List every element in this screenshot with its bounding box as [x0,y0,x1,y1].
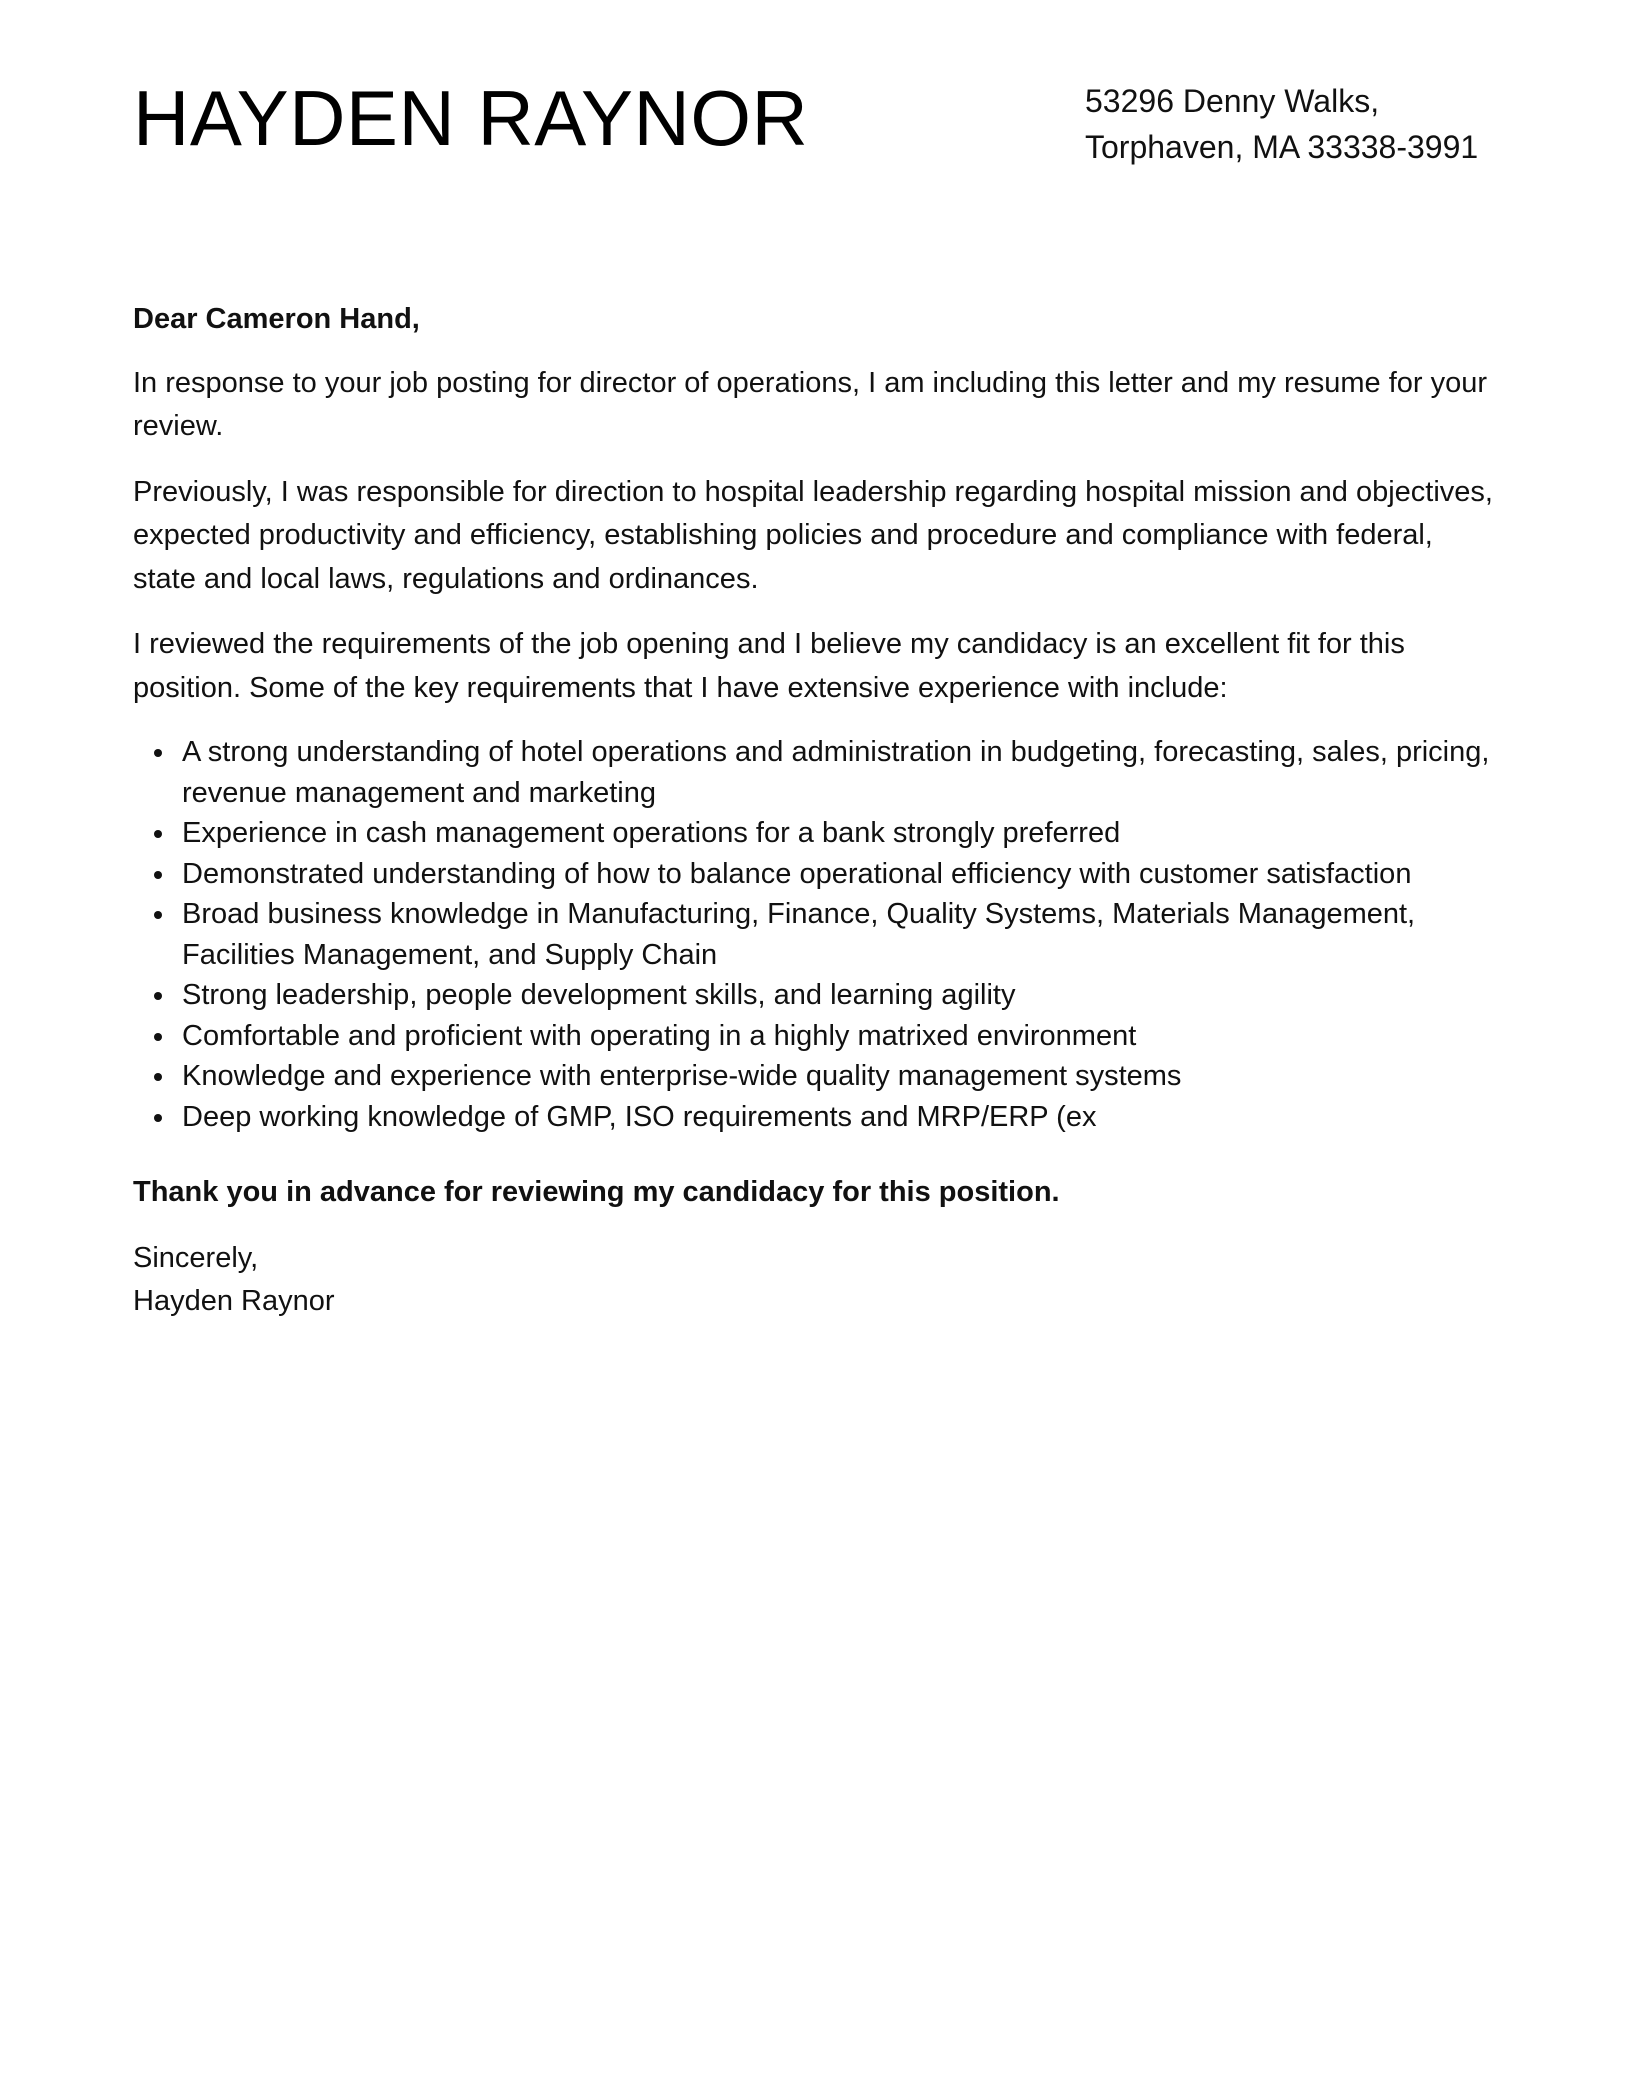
list-item [133,894,1503,975]
applicant-name: HAYDEN RAYNOR [133,74,809,162]
list-item [133,1097,1503,1138]
paragraph-intro: In response to your job posting for director of operations, I am including this letter and my resume for your review. [133,366,1488,442]
letter-header [133,72,1499,182]
bullet-icon [154,830,162,838]
list-item-text: Broad business knowledge in Manufacturing, Finance, Quality Systems, Materials Management, Facilities Management, and Supply Chain [182,898,1416,971]
signoff: Sincerely, [133,1241,259,1274]
closing-statement: Thank you in advance for reviewing my candidacy for this position. [133,1176,1060,1208]
list-item-text: Comfortable and proficient with operating in a highly matrixed environment [182,1019,1137,1052]
list-item-text: Strong leadership, people development skills, and learning agility [182,979,1016,1011]
list-item-text: A strong understanding of hotel operations and administration in budgeting, forecasting, sales, pricing, revenue management and marketing [182,736,1490,809]
requirements-list [133,732,1503,1137]
list-item [133,732,1503,813]
bullet-icon [154,992,162,1000]
list-item [133,975,1503,1016]
bullet-icon [154,1033,162,1041]
list-item-text: Knowledge and experience with enterprise-wide quality management systems [182,1060,1182,1092]
applicant-address [1085,78,1478,170]
paragraph-experience: Previously, I was responsible for direction to hospital leadership regarding hospital mission and objectives, expected productivity and efficiency, establishing policies and procedure and compliance with federal, state and local laws, regulations and ordinances. [133,475,1493,595]
address-line-1: 53296 Denny Walks, [1085,83,1380,119]
bullet-icon [154,749,162,757]
bullet-icon [154,911,162,919]
list-item [133,1016,1503,1057]
paragraph-requirements: I reviewed the requirements of the job opening and I believe my candidacy is an excellent fit for this position. Some of the key requirements that I have extensive experience with include: [133,628,1405,704]
list-item-text: Experience in cash management operations for a bank strongly preferred [182,817,1121,849]
signoff-block [133,1237,1503,1324]
address-line-2: Torphaven, MA 33338-3991 [1085,129,1479,165]
bullet-icon [154,1114,162,1122]
list-item-text: Demonstrated understanding of how to balance operational efficiency with customer satisfaction [182,857,1412,890]
list-item [133,854,1503,895]
letter-body [133,298,1503,1324]
salutation: Dear Cameron Hand, [133,303,420,335]
list-item [133,813,1503,854]
list-item [133,1056,1503,1097]
bullet-icon [154,1073,162,1081]
bullet-icon [154,871,162,879]
signature-name: Hayden Raynor [133,1285,335,1317]
list-item-text: Deep working knowledge of GMP, ISO requirements and MRP/ERP (ex [182,1100,1097,1133]
